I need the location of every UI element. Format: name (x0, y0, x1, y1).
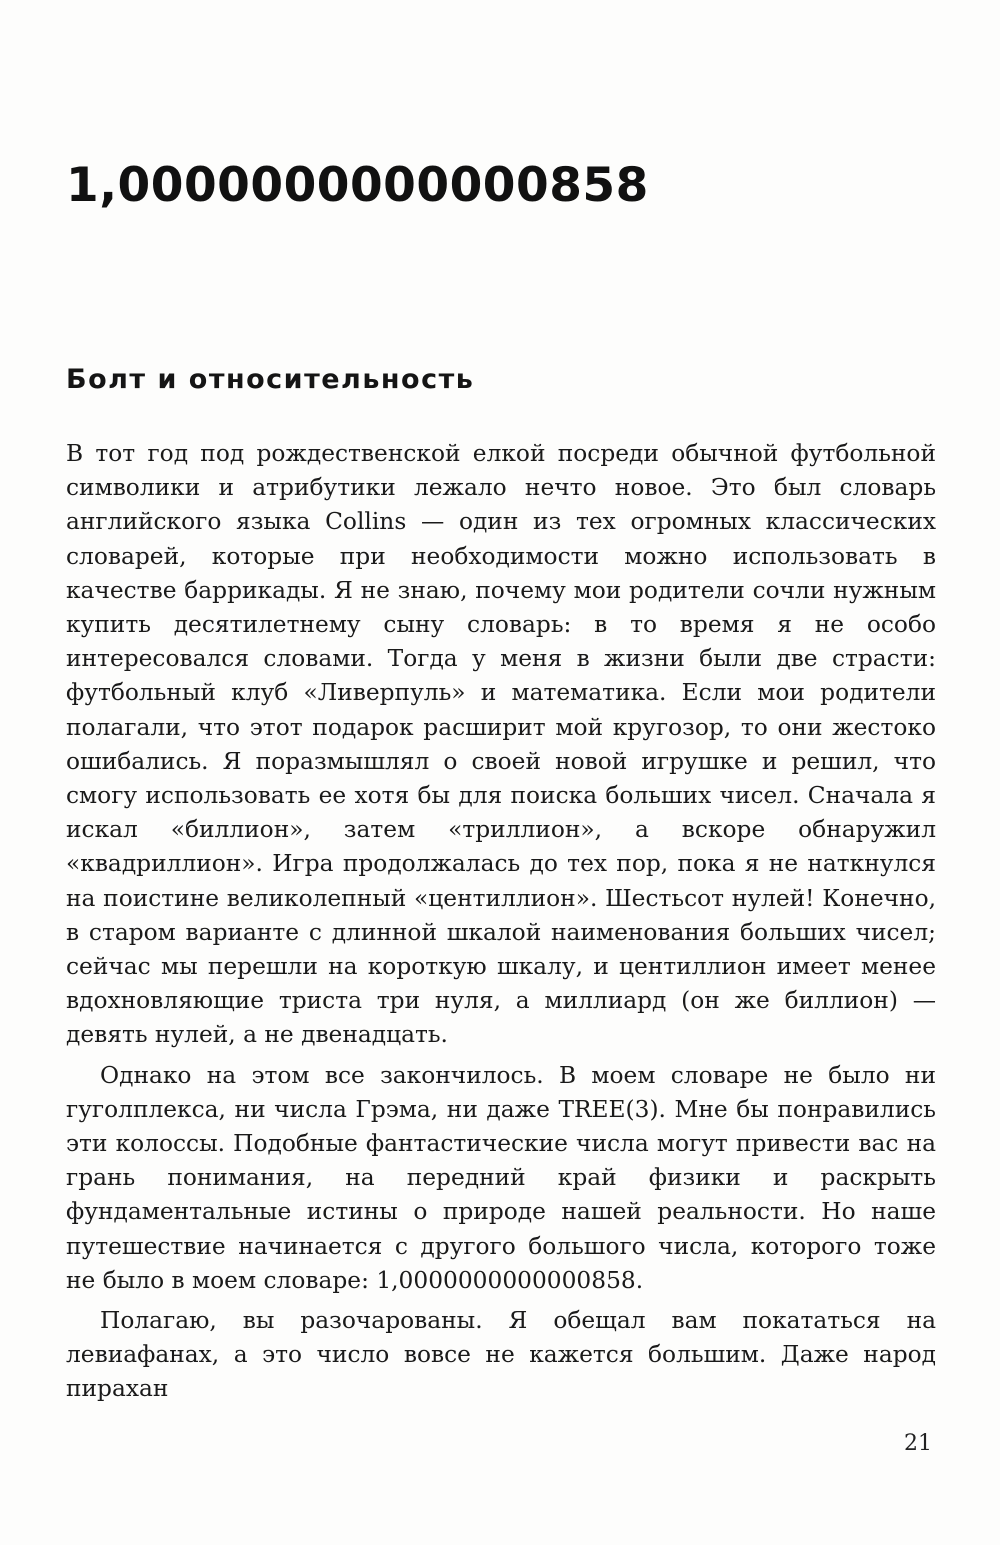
section-heading: Болт и относительность (66, 364, 475, 395)
chapter-title: 1,0000000000000858 (66, 158, 649, 213)
body-text (66, 437, 936, 1407)
paragraph: В тот год под рождественской елкой посреди обычной футбольной символики и атрибутики лежало нечто новое. Это был словарь английского языка Collins — один из тех огромных классических словарей, которые при необходимости можно использовать в качестве баррикады. Я не знаю, почему мои родители сочли нужным купить десятилетнему сыну словарь: в то время я не особо интересовался словами. Тогда у меня в жизни были две страсти: футбольный клуб «Ливерпуль» и математика. Если мои родители полагали, что этот подарок расширит мой кругозор, то они жестоко ошибались. Я поразмышлял о своей новой игрушке и решил, что смогу использовать ее хотя бы для поиска больших чисел. Сначала я искал «биллион», затем «триллион», а вскоре обнаружил «квадриллион». Игра продолжалась до тех пор, пока я не наткнулся на поистине великолепный «центиллион». Шестьсот нулей! Конечно, в старом варианте с длинной шкалой наименования больших чисел; сейчас мы перешли на короткую шкалу, и центиллион имеет менее вдохновляющие триста три нуля, а миллиард (он же биллион) — девять нулей, а не двенадцать. (66, 440, 936, 1049)
paragraph: Однако на этом все закончилось. В моем словаре не было ни гуголплекса, ни числа Грэма, ни даже TREE(3). Мне бы понравились эти колоссы. Подобные фантастические числа могут привести вас на грань понимания, на передний край физики и раскрыть фундаментальные истины о природе нашей реальности. Но наше путешествие начинается с другого большого числа, которого тоже не было в моем словаре: 1,0000000000000858. (66, 1061, 936, 1294)
paragraph: Полагаю, вы разочарованы. Я обещал вам покататься на левиафанах, а это число вовсе не кажется большим. Даже народ пирахан (66, 1307, 936, 1403)
page-number: 21 (904, 1431, 932, 1456)
